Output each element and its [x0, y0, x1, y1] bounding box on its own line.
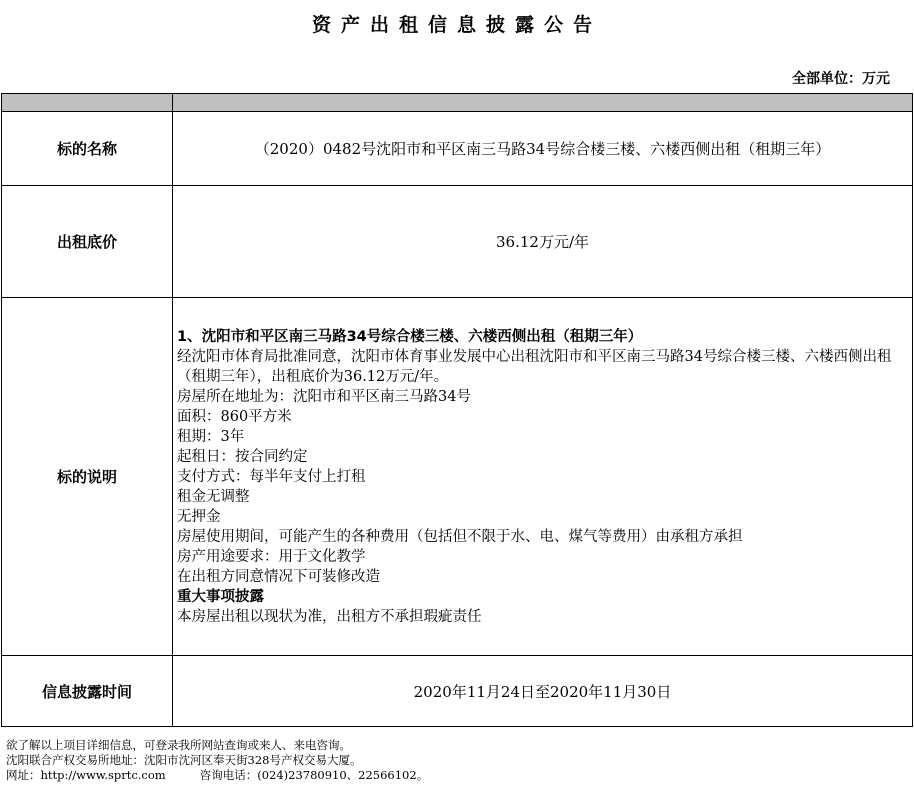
value-desc: [173, 298, 913, 656]
desc-line: 支付方式：每半年支付上打租: [177, 468, 366, 485]
table-row-price: [2, 186, 913, 298]
label-desc: 标的说明: [2, 298, 173, 656]
desc-line: 租期：3年: [177, 428, 245, 445]
table-header-row: [2, 94, 913, 112]
website-link[interactable]: 网址：http://www.sprtc.com: [6, 768, 166, 782]
desc-line: 租金无调整: [177, 488, 250, 505]
desc-line: 无押金: [177, 508, 221, 525]
footer-line-info: 欲了解以上项目详细信息，可登录我所网站查询或来人、来电咨询。: [6, 738, 351, 752]
desc-line: 本房屋出租以现状为准，出租方不承担瑕疵责任: [177, 608, 482, 625]
label-price: 出租底价: [2, 186, 173, 298]
value-time: 2020年11月24日至2020年11月30日: [173, 656, 913, 727]
table-row-time: [2, 656, 913, 727]
desc-line: 面积：860平方米: [177, 408, 292, 425]
desc-line: 起租日：按合同约定: [177, 448, 308, 465]
table-row-name: [2, 112, 913, 186]
page-title: 资产出租信息披露公告: [311, 14, 602, 36]
table-row-desc: [2, 298, 913, 656]
header-cell-left: [2, 94, 173, 112]
label-time: 信息披露时间: [2, 656, 173, 727]
value-name: （2020）0482号沈阳市和平区南三马路34号综合楼三楼、六楼西侧出租（租期三年）: [173, 112, 913, 186]
header-cell-right: [173, 94, 913, 112]
footer: [6, 738, 428, 783]
desc-line: 经沈阳市体育局批准同意，沈阳市体育事业发展中心出租沈阳市和平区南三马路34号综合楼三楼、六楼西侧出租（租期三年），出租底价为36.12万元/年。: [177, 348, 892, 385]
desc-line: 房屋所在地址为：沈阳市和平区南三马路34号: [177, 388, 471, 405]
desc-disclosure-heading: 重大事项披露: [177, 588, 264, 605]
unit-note: 全部单位：万元: [792, 71, 890, 87]
desc-heading: 1、沈阳市和平区南三马路34号综合楼三楼、六楼西侧出租（租期三年）: [177, 328, 643, 345]
desc-line: 房产用途要求：用于文化教学: [177, 548, 366, 565]
footer-line-contact: [6, 768, 428, 783]
desc-line: 房屋使用期间，可能产生的各种费用（包括但不限于水、电、煤气等费用）由承租方承担: [177, 528, 743, 545]
footer-line-address: 沈阳联合产权交易所地址：沈阳市沈河区奉天街328号产权交易大厦。: [6, 753, 362, 767]
value-price: 36.12万元/年: [173, 186, 913, 298]
phone-text: 咨询电话：(024)23780910、22566102。: [199, 768, 429, 782]
label-name: 标的名称: [2, 112, 173, 186]
desc-line: 在出租方同意情况下可装修改造: [177, 568, 380, 585]
disclosure-table: [1, 93, 913, 727]
